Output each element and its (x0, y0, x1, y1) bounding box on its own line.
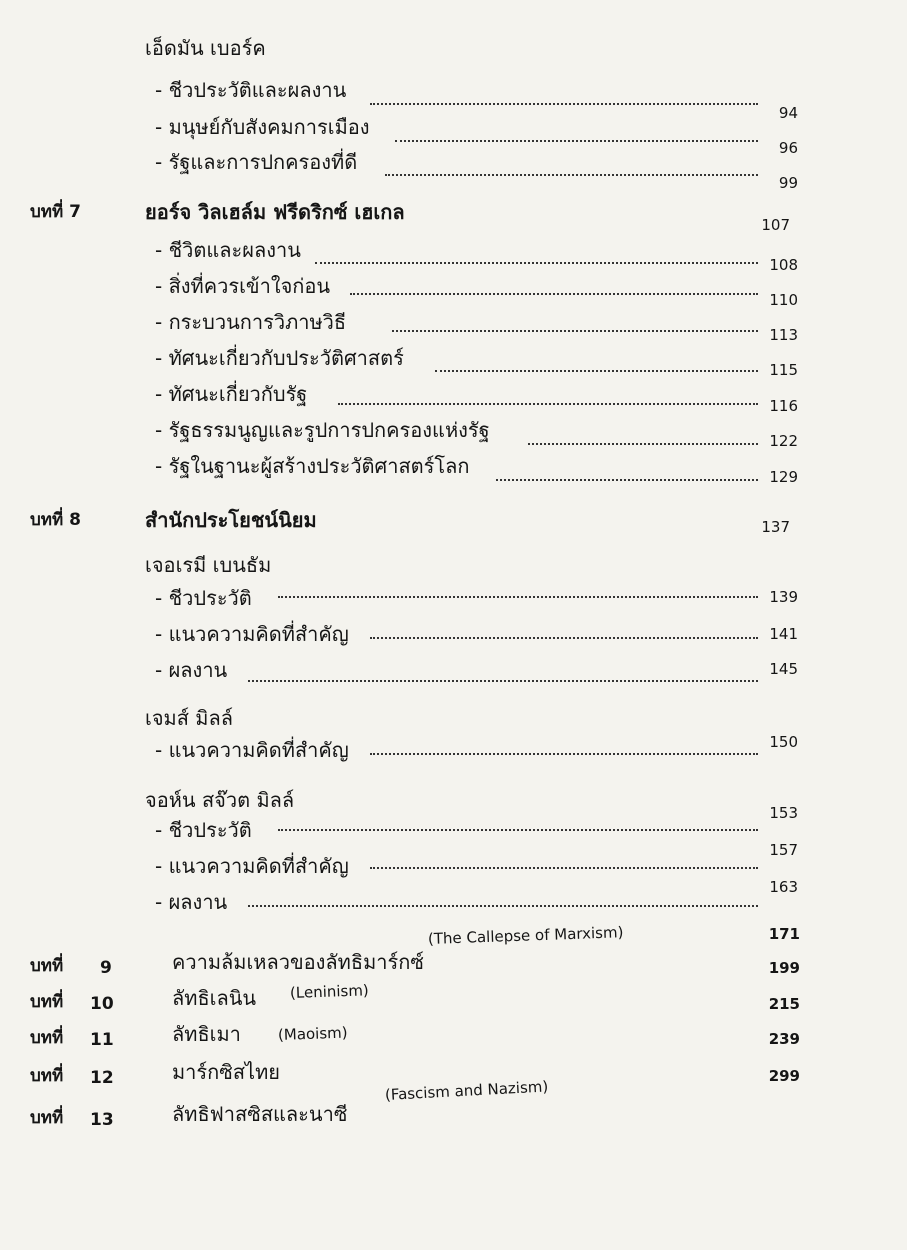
toc-item-label: - รัฐในฐานะผู้สร้างประวัติศาสตร์โลก (155, 454, 470, 478)
page-number: 139 (769, 588, 798, 606)
chapter-number: บทที่ 7 (30, 202, 81, 222)
section-person-heading: เจอเรมี เบนธัม (145, 553, 272, 577)
page-number: 110 (769, 291, 798, 309)
dot-leader (435, 370, 758, 372)
page-number: 122 (769, 432, 798, 450)
chapter-number: 13 (90, 1110, 114, 1130)
chapter-number: 11 (90, 1030, 114, 1050)
toc-item-label: - ผลงาน (155, 658, 228, 682)
chapter-title-english: (Leninism) (289, 981, 370, 1002)
dot-leader (370, 637, 758, 639)
chapter-title-english: (Fascism and Nazism) (384, 1077, 549, 1104)
chapter-title-english: (Maoism) (277, 1023, 348, 1044)
page-number: 299 (768, 1067, 800, 1085)
page-number: 116 (769, 397, 798, 415)
toc-item-label: - กระบวนการวิภาษวิธี (155, 310, 347, 334)
toc-item-label: - ผลงาน (155, 890, 228, 914)
page-number: 137 (761, 518, 790, 536)
chapter-title: สำนักประโยชน์นิยม (145, 508, 317, 532)
page-number: 163 (769, 878, 798, 896)
chapter-number: บทที่ 8 (30, 510, 81, 530)
toc-item-label: - ชีวประวัติ (155, 586, 252, 610)
chapter-title: ลัทธิเมา (172, 1022, 241, 1046)
chapter-title-english: (The Callepse of Marxism) (427, 923, 624, 948)
chapter-word: บทที่ (30, 992, 64, 1012)
toc-item-label: - สิ่งที่ควรเข้าใจก่อน (155, 274, 331, 298)
toc-item-label: - แนวความคิดที่สำคัญ (155, 738, 349, 762)
chapter-title: ลัทธิฟาสซิสและนาซี (172, 1102, 348, 1126)
dot-leader (385, 174, 758, 176)
toc-item-label: - ชีวประวัติและผลงาน (155, 78, 347, 102)
page-number: 141 (769, 625, 798, 643)
page-number: 150 (769, 733, 798, 751)
dot-leader (392, 330, 758, 332)
section-person-heading: เอ็ดมัน เบอร์ค (145, 36, 266, 60)
page-number: 153 (769, 804, 798, 822)
page-number: 113 (769, 326, 798, 344)
toc-item-label: - ชีวประวัติ (155, 818, 252, 842)
toc-item-label: - ชีวิตและผลงาน (155, 238, 301, 262)
page-number: 171 (768, 925, 800, 943)
page-number: 145 (769, 660, 798, 678)
page-number: 108 (769, 256, 798, 274)
dot-leader (248, 680, 758, 682)
page-number: 107 (761, 216, 790, 234)
chapter-number: 12 (90, 1068, 114, 1088)
chapter-number: 10 (90, 994, 114, 1014)
page-number: 239 (768, 1030, 800, 1048)
toc-item-label: - ทัศนะเกี่ยวกับรัฐ (155, 382, 308, 406)
page-number: 94 (778, 104, 798, 122)
toc-item-label: - ทัศนะเกี่ยวกับประวัติศาสตร์ (155, 346, 404, 370)
page-number: 157 (769, 841, 798, 859)
dot-leader (395, 140, 758, 142)
dot-leader (278, 829, 758, 831)
chapter-number: 9 (100, 958, 112, 978)
dot-leader (315, 262, 758, 264)
section-person-heading: เจมส์ มิลล์ (145, 706, 233, 730)
chapter-title: ความล้มเหลวของลัทธิมาร์กซ์ (172, 950, 424, 974)
chapter-word: บทที่ (30, 1108, 64, 1128)
dot-leader (278, 596, 758, 598)
dot-leader (370, 867, 758, 869)
toc-item-label: - มนุษย์กับสังคมการเมือง (155, 115, 370, 139)
dot-leader (528, 443, 758, 445)
chapter-word: บทที่ (30, 956, 64, 976)
toc-item-label: - รัฐและการปกครองที่ดี (155, 150, 358, 174)
chapter-title: ยอร์จ วิลเฮล์ม ฟรีดริกซ์ เฮเกล (145, 200, 405, 224)
toc-item-label: - แนวความคิดที่สำคัญ (155, 622, 349, 646)
page-number: 99 (778, 174, 798, 192)
toc-item-label: - แนวความคิดที่สำคัญ (155, 854, 349, 878)
dot-leader (496, 479, 758, 481)
chapter-word: บทที่ (30, 1028, 64, 1048)
chapter-title: มาร์กซิสไทย (172, 1060, 281, 1084)
dot-leader (350, 293, 758, 295)
section-person-heading: จอห์น สจ๊วต มิลล์ (145, 788, 295, 812)
chapter-title: ลัทธิเลนิน (172, 986, 257, 1010)
toc-item-label: - รัฐธรรมนูญและรูปการปกครองแห่งรัฐ (155, 418, 490, 442)
dot-leader (248, 905, 758, 907)
page-number: 199 (768, 959, 800, 977)
chapter-word: บทที่ (30, 1066, 64, 1086)
dot-leader (370, 753, 758, 755)
page-number: 96 (778, 139, 798, 157)
page-number: 115 (769, 361, 798, 379)
dot-leader (338, 403, 758, 405)
page-number: 215 (768, 995, 800, 1013)
dot-leader (370, 103, 758, 105)
page-number: 129 (769, 468, 798, 486)
